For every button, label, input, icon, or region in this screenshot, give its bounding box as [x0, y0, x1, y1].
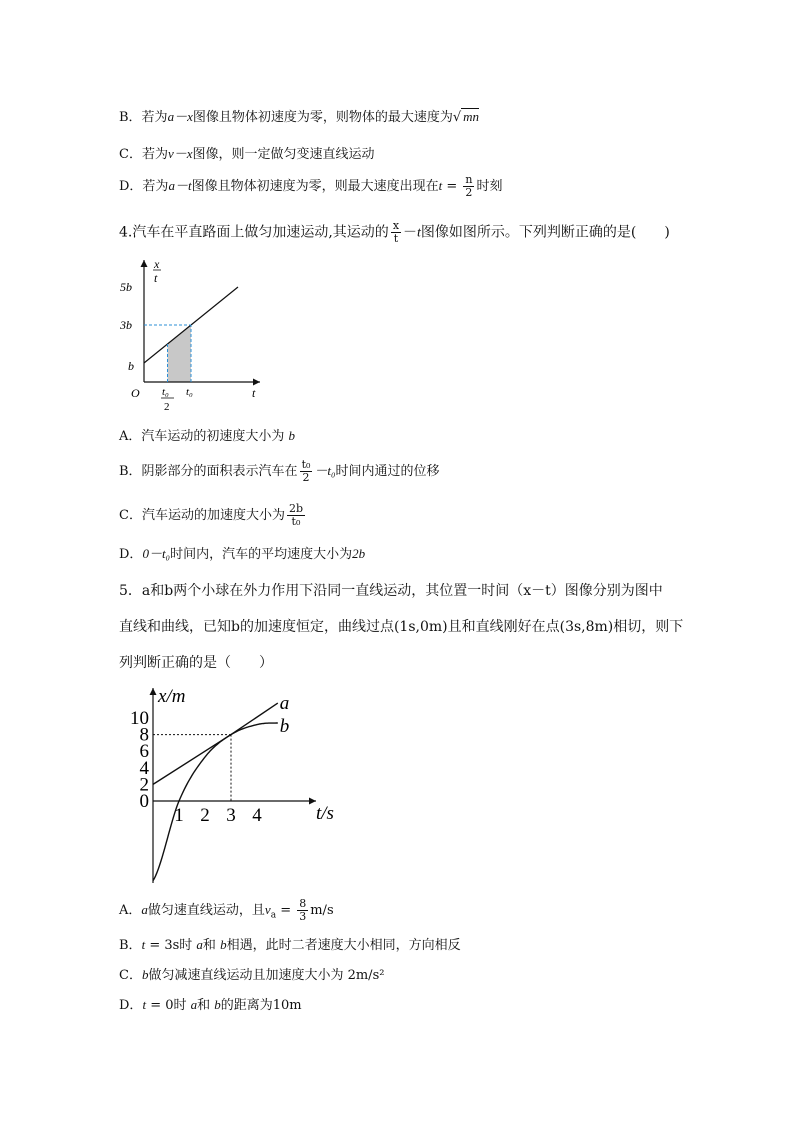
x-tick-half-num: t₀	[162, 386, 169, 398]
q5-chart	[120, 686, 350, 886]
q3-option-c: C．若为v－x图像，则一定做匀变速直线运动	[119, 146, 375, 162]
q5-stem-line-2: 直线和曲线，已知b的加速度恒定，曲线过点(1s,0m)且和直线刚好在点(3s,8m)相切，则下	[119, 619, 684, 635]
series-a-line	[153, 703, 278, 784]
q4-option-a: A．汽车运动的初速度大小为 b	[119, 428, 296, 444]
q4-option-c: C．汽车运动的加速度大小为 $\frac{2b}{\text{t₀}}$	[119, 502, 303, 528]
x-tick-label: 4	[252, 805, 262, 826]
q5-stem-line-1: 5．a和b两个小球在外力作用下沿同一直线运动，其位置一时间（x－t）图像分别为图中	[119, 583, 663, 599]
y-tick-label: 2	[139, 774, 149, 796]
x-tick-label: 2	[200, 805, 210, 826]
y-axis-label-num: x	[154, 257, 160, 271]
series-a-label: a	[279, 693, 290, 715]
series-b-label: b	[279, 715, 290, 737]
q5-option-a: A．a做匀速直线运动，且$v_a$ = $\frac{8}{3}$ m/s	[119, 897, 334, 923]
q5-stem-line-3: 列判断正确的是（ ）	[119, 655, 273, 671]
x-tick-t0: t₀	[186, 386, 193, 398]
q3-option-d: D．若为a－t图像且物体初速度为零，则最大速度出现在t = $\frac{n}{2}$ 时刻	[119, 173, 503, 199]
x-axis-label: t	[252, 386, 256, 400]
y-tick-3b: 3b	[120, 318, 132, 332]
q3-option-b: B．若为a－x图像且物体初速度为零，则物体的最大速度为√ mn	[119, 109, 480, 125]
q4-option-b: B．阴影部分的面积表示汽车在 $\frac{\text{t₀}}{2}$ －t₀时间内通过的位移	[119, 458, 440, 484]
series-b-curve	[153, 723, 278, 881]
x-tick-label: 1	[174, 805, 184, 826]
y-tick-label: 0	[139, 791, 149, 812]
y-tick-label: 4	[139, 757, 149, 779]
y-axis-label-den: t	[154, 271, 158, 285]
q4-stem: 4.汽车在平直路面上做匀加速运动,其运动的 $\frac{x}{t}$ －t图像如图所示。下列判断正确的是( )	[119, 219, 670, 245]
q5-option-b: B．t = 3s时 a和 b相遇，此时二者速度大小相同，方向相反	[119, 937, 461, 953]
y-tick-b: b	[128, 359, 134, 373]
y-tick-5b: 5b	[120, 280, 132, 294]
origin-label: O	[131, 386, 140, 400]
x-axis-label: t/s	[316, 803, 334, 824]
y-axis-label: x/m	[158, 686, 186, 707]
x-tick-label: 3	[226, 805, 236, 826]
x-tick-half-den: 2	[164, 401, 170, 412]
y-tick-label: 10	[130, 708, 149, 729]
q4-chart	[118, 252, 278, 412]
y-tick-label: 6	[139, 741, 149, 763]
y-tick-label: 8	[139, 724, 149, 746]
shaded-area	[168, 325, 192, 382]
q4-option-d: D．0－t₀时间内，汽车的平均速度大小为2b	[119, 546, 366, 562]
q5-option-c: C．b做匀减速直线运动且加速度大小为 2m/s²	[119, 967, 385, 983]
q5-option-d: D．t = 0时 a和 b的距离为10m	[119, 997, 302, 1013]
